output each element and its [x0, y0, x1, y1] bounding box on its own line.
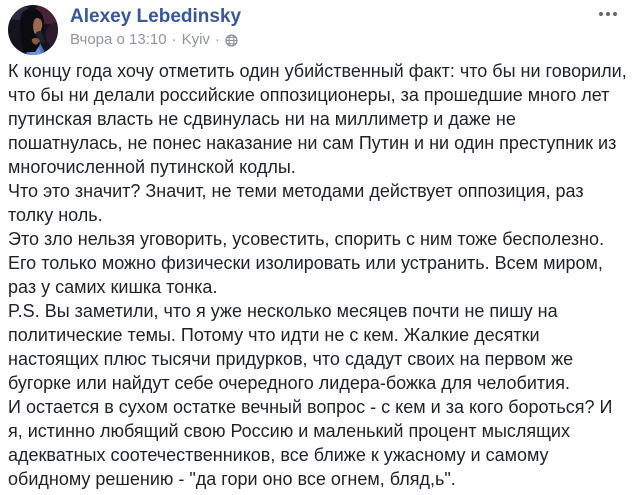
avatar-photo — [8, 5, 58, 55]
author-name-link[interactable]: Alexey Lebedinsky — [70, 6, 242, 27]
post-paragraph: P.S. Вы заметили, что я уже несколько месяцев почти не пишу на политические темы. Потому что идти не с кем. Жалкие десятки настоящих плюс тысячи придурков, что сдадут своих на первом же бугорке или найдут себе очередного лидера-божка для челобития. — [8, 301, 574, 393]
post-paragraph: К концу года хочу отметить один убийственный факт: что бы ни говорили, что бы ни делали российские оппозиционеры, за прошедшие много лет путинская власть не сдвинулась ни на миллиметр и даже не пошатнулась, не понес наказание ни сам Путин и ни один преступник из многочисленной путинской кодлы. — [8, 61, 627, 177]
meta-separator: · — [171, 31, 177, 48]
ellipsis-icon — [606, 12, 610, 16]
post-paragraph: И остается в сухом остатке вечный вопрос - с кем и за кого бороться? И я, истинно любящий свою Россию и маленький процент мыслящих адекватных соотечественников, все ближе к ужасному и самому обидному решению - "да гори оно все огнем, бляд,ь". — [8, 397, 613, 489]
avatar[interactable] — [8, 5, 58, 55]
post-options-button[interactable] — [597, 8, 619, 20]
timestamp-link[interactable]: Вчора о 13:10 — [70, 31, 167, 48]
post-paragraph: Что это значит? Значит, не теми методами действует оппозиция, раз толку ноль. — [8, 181, 584, 225]
privacy-globe-icon — [225, 34, 238, 47]
post-meta-line — [70, 30, 575, 50]
location-link[interactable]: Kyiv — [181, 31, 210, 48]
header-meta — [70, 4, 575, 50]
post-header — [0, 0, 635, 56]
meta-separator: · — [214, 31, 220, 48]
post-paragraph: Это зло нельзя уговорить, усовестить, спорить с ним тоже бесполезно. Его только можно физически изолировать или устранить. Всем миром, раз у самих кишка тонка. — [8, 229, 605, 297]
ellipsis-icon — [613, 12, 617, 16]
post-text — [0, 56, 635, 491]
ellipsis-icon — [599, 12, 603, 16]
